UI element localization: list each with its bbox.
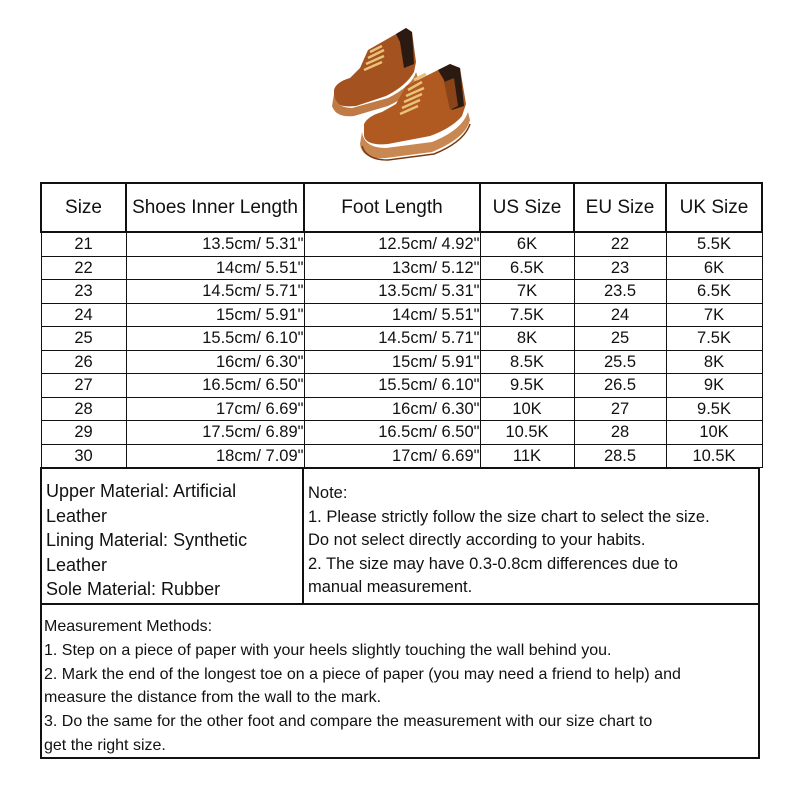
table-row [41,421,762,445]
note-line: 1. Please strictly follow the size chart to select the size. [308,507,710,526]
cell-us-size: 8K [480,327,574,351]
cell-size: 27 [41,374,126,398]
cell-size: 24 [41,303,126,327]
cell-uk-size: 5.5K [666,232,762,256]
note-line: Do not select directly according to your habits. [308,531,646,549]
cell-size: 21 [41,232,126,256]
cell-inner-length: 16cm/ 6.30" [126,350,304,374]
size-chart-header-row [41,183,762,232]
note-title: Note: [308,484,348,502]
cell-eu-size: 23 [574,256,666,280]
table-row [41,444,762,468]
measurement-methods-box [42,605,762,758]
cell-foot-length: 13.5cm/ 5.31" [304,280,480,304]
table-row [41,232,762,256]
cell-us-size: 7K [480,280,574,304]
cell-eu-size: 26.5 [574,374,666,398]
cell-eu-size: 25.5 [574,350,666,374]
table-row [41,303,762,327]
cell-eu-size: 22 [574,232,666,256]
cell-us-size: 11K [480,444,574,468]
materials-box [42,469,304,605]
size-chart-table [40,182,763,468]
cell-us-size: 9.5K [480,374,574,398]
table-row [41,350,762,374]
cell-foot-length: 14cm/ 5.51" [304,303,480,327]
cell-foot-length: 13cm/ 5.12" [304,256,480,280]
material-line: Leather [46,505,108,526]
cell-foot-length: 17cm/ 6.69" [304,444,480,468]
cell-inner-length: 17cm/ 6.69" [126,397,304,421]
header-uk-size: UK Size [666,183,762,232]
table-row [41,280,762,304]
material-line: Sole Material: Rubber [46,579,221,599]
header-size: Size [41,183,126,232]
cell-foot-length: 16.5cm/ 6.50" [304,421,480,445]
cell-uk-size: 10K [666,421,762,445]
measurement-line: 3. Do the same for the other foot and compare the measurement with our size chart to [44,713,653,731]
cell-uk-size: 7.5K [666,327,762,351]
note-line: manual measurement. [308,578,473,596]
measurement-line: get the right size. [44,736,166,754]
cell-uk-size: 10.5K [666,444,762,468]
header-eu-size: EU Size [574,183,666,232]
cell-foot-length: 15.5cm/ 6.10" [304,374,480,398]
material-line: Upper Material: Artificial [46,481,237,501]
table-row [41,256,762,280]
header-foot-length: Foot Length [304,183,480,232]
header-us-size: US Size [480,183,574,232]
cell-eu-size: 23.5 [574,280,666,304]
cell-uk-size: 9K [666,374,762,398]
info-panel [40,467,760,759]
cell-eu-size: 27 [574,397,666,421]
cell-foot-length: 14.5cm/ 5.71" [304,327,480,351]
cell-size: 23 [41,280,126,304]
cell-eu-size: 24 [574,303,666,327]
cell-uk-size: 6.5K [666,280,762,304]
cell-inner-length: 14cm/ 5.51" [126,256,304,280]
header-inner-length: Shoes Inner Length [126,183,304,232]
cell-foot-length: 15cm/ 5.91" [304,350,480,374]
cell-uk-size: 6K [666,256,762,280]
cell-inner-length: 15cm/ 5.91" [126,303,304,327]
measurement-line: measure the distance from the wall to the mark. [44,689,382,707]
table-row [41,327,762,351]
measurement-line: 1. Step on a piece of paper with your heels slightly touching the wall behind you. [44,641,612,659]
cell-eu-size: 28 [574,421,666,445]
cell-size: 28 [41,397,126,421]
cell-foot-length: 12.5cm/ 4.92" [304,232,480,256]
measurement-title: Measurement Methods: [44,618,213,635]
cell-inner-length: 15.5cm/ 6.10" [126,327,304,351]
cell-us-size: 8.5K [480,350,574,374]
note-box [304,469,760,605]
cell-inner-length: 18cm/ 7.09" [126,444,304,468]
cell-us-size: 10.5K [480,421,574,445]
table-row [41,397,762,421]
cell-us-size: 7.5K [480,303,574,327]
cell-eu-size: 28.5 [574,444,666,468]
cell-size: 29 [41,421,126,445]
cell-size: 30 [41,444,126,468]
note-line: 2. The size may have 0.3-0.8cm differences due to [308,554,678,573]
cell-foot-length: 16cm/ 6.30" [304,397,480,421]
cell-inner-length: 14.5cm/ 5.71" [126,280,304,304]
cell-inner-length: 17.5cm/ 6.89" [126,421,304,445]
cell-inner-length: 16.5cm/ 6.50" [126,374,304,398]
cell-uk-size: 9.5K [666,397,762,421]
boots-product-image [326,20,478,162]
cell-size: 25 [41,327,126,351]
cell-uk-size: 8K [666,350,762,374]
material-line: Lining Material: Synthetic [46,530,248,550]
cell-inner-length: 13.5cm/ 5.31" [126,232,304,256]
cell-uk-size: 7K [666,303,762,327]
table-row [41,374,762,398]
cell-size: 22 [41,256,126,280]
cell-us-size: 10K [480,397,574,421]
cell-us-size: 6.5K [480,256,574,280]
cell-eu-size: 25 [574,327,666,351]
cell-us-size: 6K [480,232,574,256]
measurement-line: 2. Mark the end of the longest toe on a piece of paper (you may need a friend to help) and [44,665,681,683]
cell-size: 26 [41,350,126,374]
material-line: Leather [46,554,108,575]
